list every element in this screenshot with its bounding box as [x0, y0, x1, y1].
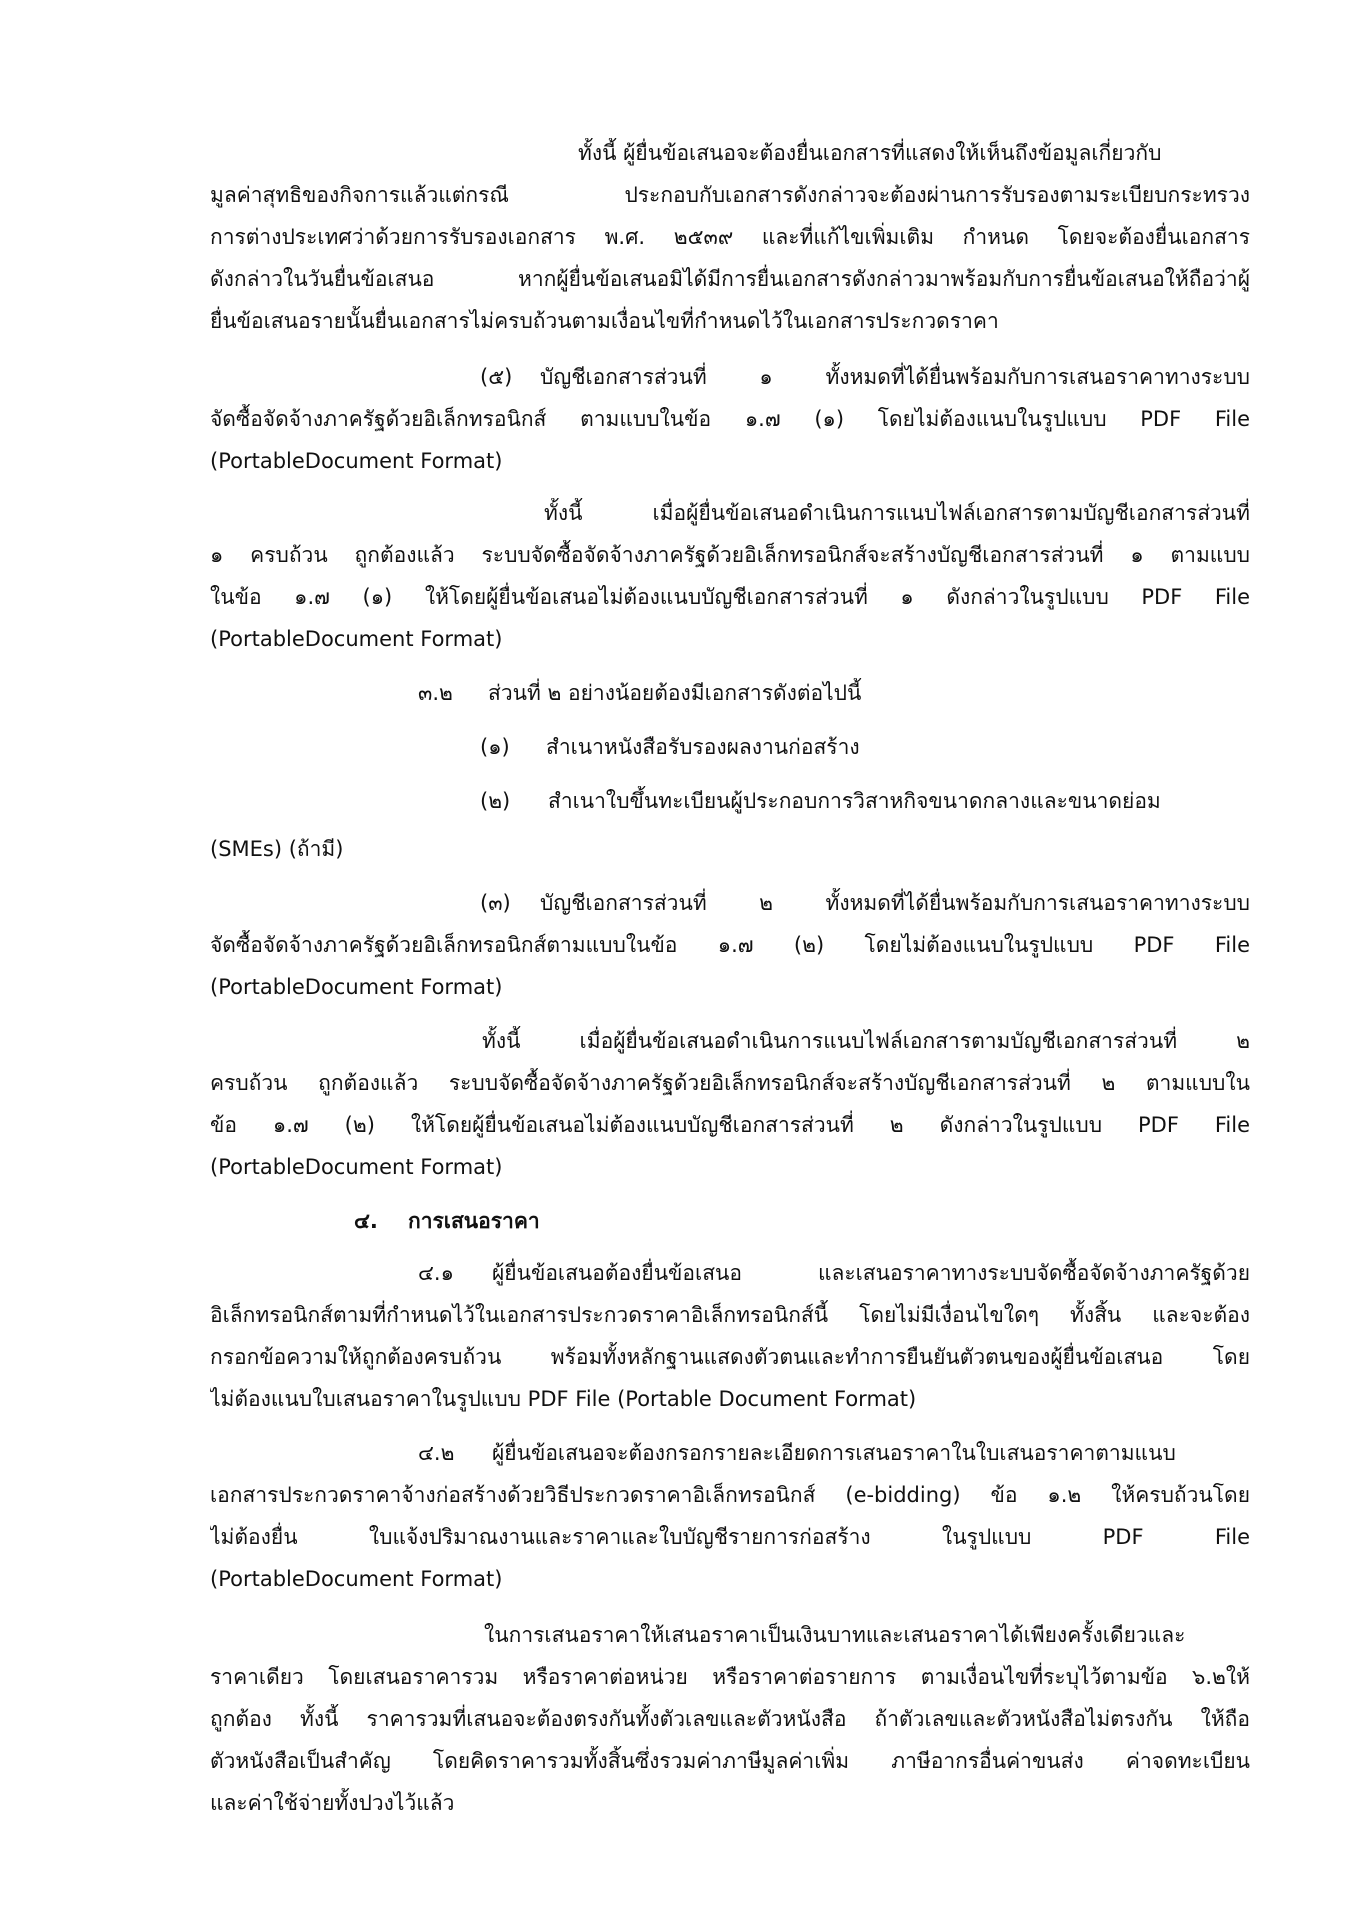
section-4-2-line-1: ผู้ยื่นข้อเสนอจะต้องกรอกรายละเอียดการเสนอราคาในใบเสนอราคาตามแนบ [492, 1441, 1176, 1465]
section-4-1-line-2: อิเล็กทรอนิกส์ตามที่กำหนดไว้ในเอกสารประกวดราคาอิเล็กทรอนิกส์นี้ โดยไม่มีเงื่อนไขใดๆ ทั้งสิ้น และจะต้อง [210, 1303, 1250, 1327]
paragraph-12-line-5: และค่าใช้จ่ายทั้งปวงไว้แล้ว [210, 1791, 455, 1815]
section-4-2-line-2: เอกสารประกวดราคาจ้างก่อสร้างด้วยวิธีประกวดราคาอิเล็กทรอนิกส์ (e-bidding) ข้อ ๑.๒ ให้ครบถ้วนโดย [210, 1483, 1250, 1507]
paragraph-12-line-4: ตัวหนังสือเป็นสำคัญ โดยคิดราคารวมทั้งสิ้นซึ่งรวมค่าภาษีมูลค่าเพิ่ม ภาษีอากรอื่นค่าขนส่ง ค่าจดทะเบียน [210, 1749, 1250, 1773]
paragraph-3-line-4: (PortableDocument Format) [210, 627, 503, 651]
paragraph-3-line-3: ในข้อ ๑.๗ (๑) ให้โดยผู้ยื่นข้อเสนอไม่ต้องแนบบัญชีเอกสารส่วนที่ ๑ ดังกล่าวในรูปแบบ PDF File [210, 585, 1250, 609]
item-3-line-3: (PortableDocument Format) [210, 975, 503, 999]
paragraph-8-line-4: (PortableDocument Format) [210, 1155, 503, 1179]
item-5-line-2: จัดซื้อจัดจ้างภาครัฐด้วยอิเล็กทรอนิกส์ ตามแบบในข้อ ๑.๗ (๑) โดยไม่ต้องแนบในรูปแบบ PDF File [210, 407, 1250, 431]
section-4-1-line-1: ผู้ยื่นข้อเสนอต้องยื่นข้อเสนอ และเสนอราคาทางระบบจัดซื้อจัดจ้างภาครัฐด้วย [492, 1261, 1250, 1285]
item-1-number: (๑) [480, 735, 510, 759]
section-3-2-title: ส่วนที่ ๒ อย่างน้อยต้องมีเอกสารดังต่อไปนี้ [488, 681, 862, 705]
section-4-2-line-3: ไม่ต้องยื่น ใบแจ้งปริมาณงานและราคาและใบบัญชีรายการก่อสร้าง ในรูปแบบ PDF File [210, 1525, 1250, 1549]
paragraph-12-line-3: ถูกต้อง ทั้งนี้ ราคารวมที่เสนอจะต้องตรงกันทั้งตัวเลขและตัวหนังสือ ถ้าตัวเลขและตัวหนังสือไม่ตรงกัน ให้ถือ [210, 1707, 1250, 1731]
item-2-line-1: สำเนาใบขึ้นทะเบียนผู้ประกอบการวิสาหกิจขนาดกลางและขนาดย่อม [548, 789, 1161, 813]
section-4-1-number: ๔.๑ [418, 1261, 454, 1285]
section-4-1-line-4: ไม่ต้องแนบใบเสนอราคาในรูปแบบ PDF File (Portable Document Format) [210, 1387, 917, 1411]
item-5-line-3: (PortableDocument Format) [210, 449, 503, 473]
paragraph-1-line-5: ยื่นข้อเสนอรายนั้นยื่นเอกสารไม่ครบถ้วนตามเงื่อนไขที่กำหนดไว้ในเอกสารประกวดราคา [210, 309, 999, 333]
paragraph-3-line-2: ๑ ครบถ้วน ถูกต้องแล้ว ระบบจัดซื้อจัดจ้างภาครัฐด้วยอิเล็กทรอนิกส์จะสร้างบัญชีเอกสารส่วนที่ ๑ ตามแบบ [210, 543, 1250, 567]
paragraph-8-line-2: ครบถ้วน ถูกต้องแล้ว ระบบจัดซื้อจัดจ้างภาครัฐด้วยอิเล็กทรอนิกส์จะสร้างบัญชีเอกสารส่วนที่ ๒ ตามแบบใน [210, 1071, 1250, 1095]
paragraph-3-line-1: ทั้งนี้ เมื่อผู้ยื่นข้อเสนอดำเนินการแนบไฟล์เอกสารตามบัญชีเอกสารส่วนที่ [544, 501, 1250, 525]
item-5-number: (๕) [480, 365, 513, 389]
item-5-line-1: บัญชีเอกสารส่วนที่ ๑ ทั้งหมดที่ได้ยื่นพร้อมกับการเสนอราคาทางระบบ [540, 365, 1250, 389]
paragraph-1-line-2: มูลค่าสุทธิของกิจการแล้วแต่กรณี ประกอบกับเอกสารดังกล่าวจะต้องผ่านการรับรองตามระเบียบกระทรวง [210, 183, 1250, 207]
paragraph-1-line-4: ดังกล่าวในวันยื่นข้อเสนอ หากผู้ยื่นข้อเสนอมิได้มีการยื่นเอกสารดังกล่าวมาพร้อมกับการยื่นข้อเสนอให้ถือว่าผู้ [210, 267, 1250, 291]
section-4-2-number: ๔.๒ [418, 1441, 455, 1465]
paragraph-1-line-3: การต่างประเทศว่าด้วยการรับรองเอกสาร พ.ศ. ๒๕๓๙ และที่แก้ไขเพิ่มเติม กำหนด โดยจะต้องยื่นเอกสาร [210, 225, 1250, 249]
item-3-line-2: จัดซื้อจัดจ้างภาครัฐด้วยอิเล็กทรอนิกส์ตามแบบในข้อ ๑.๗ (๒) โดยไม่ต้องแนบในรูปแบบ PDF File [210, 933, 1250, 957]
paragraph-12-line-1: ในการเสนอราคาให้เสนอราคาเป็นเงินบาทและเสนอราคาได้เพียงครั้งเดียวและ [484, 1623, 1186, 1647]
item-1-text: สำเนาหนังสือรับรองผลงานก่อสร้าง [546, 735, 860, 759]
paragraph-8-line-1: ทั้งนี้ เมื่อผู้ยื่นข้อเสนอดำเนินการแนบไฟล์เอกสารตามบัญชีเอกสารส่วนที่ ๒ [482, 1029, 1250, 1053]
section-3-2-number: ๓.๒ [418, 681, 453, 705]
item-2-line-2: (SMEs) (ถ้ามี) [210, 837, 344, 861]
section-4-2-line-4: (PortableDocument Format) [210, 1567, 503, 1591]
item-3-line-1: บัญชีเอกสารส่วนที่ ๒ ทั้งหมดที่ได้ยื่นพร้อมกับการเสนอราคาทางระบบ [540, 891, 1250, 915]
section-4-1-line-3: กรอกข้อความให้ถูกต้องครบถ้วน พร้อมทั้งหลักฐานแสดงตัวตนและทำการยืนยันตัวตนของผู้ยื่นข้อเสนอ โดย [210, 1345, 1250, 1369]
item-2-number: (๒) [480, 789, 511, 813]
section-4-number: ๔. [354, 1209, 378, 1233]
item-3-number: (๓) [480, 891, 511, 915]
paragraph-1-line-1: ทั้งนี้ ผู้ยื่นข้อเสนอจะต้องยื่นเอกสารที่แสดงให้เห็นถึงข้อมูลเกี่ยวกับ [578, 141, 1162, 165]
paragraph-8-line-3: ข้อ ๑.๗ (๒) ให้โดยผู้ยื่นข้อเสนอไม่ต้องแนบบัญชีเอกสารส่วนที่ ๒ ดังกล่าวในรูปแบบ PDF File [210, 1113, 1250, 1137]
section-4-title: การเสนอราคา [408, 1209, 540, 1233]
paragraph-12-line-2: ราคาเดียว โดยเสนอราคารวม หรือราคาต่อหน่วย หรือราคาต่อรายการ ตามเงื่อนไขที่ระบุไว้ตามข้อ ๖.๒ให้ [210, 1665, 1250, 1689]
